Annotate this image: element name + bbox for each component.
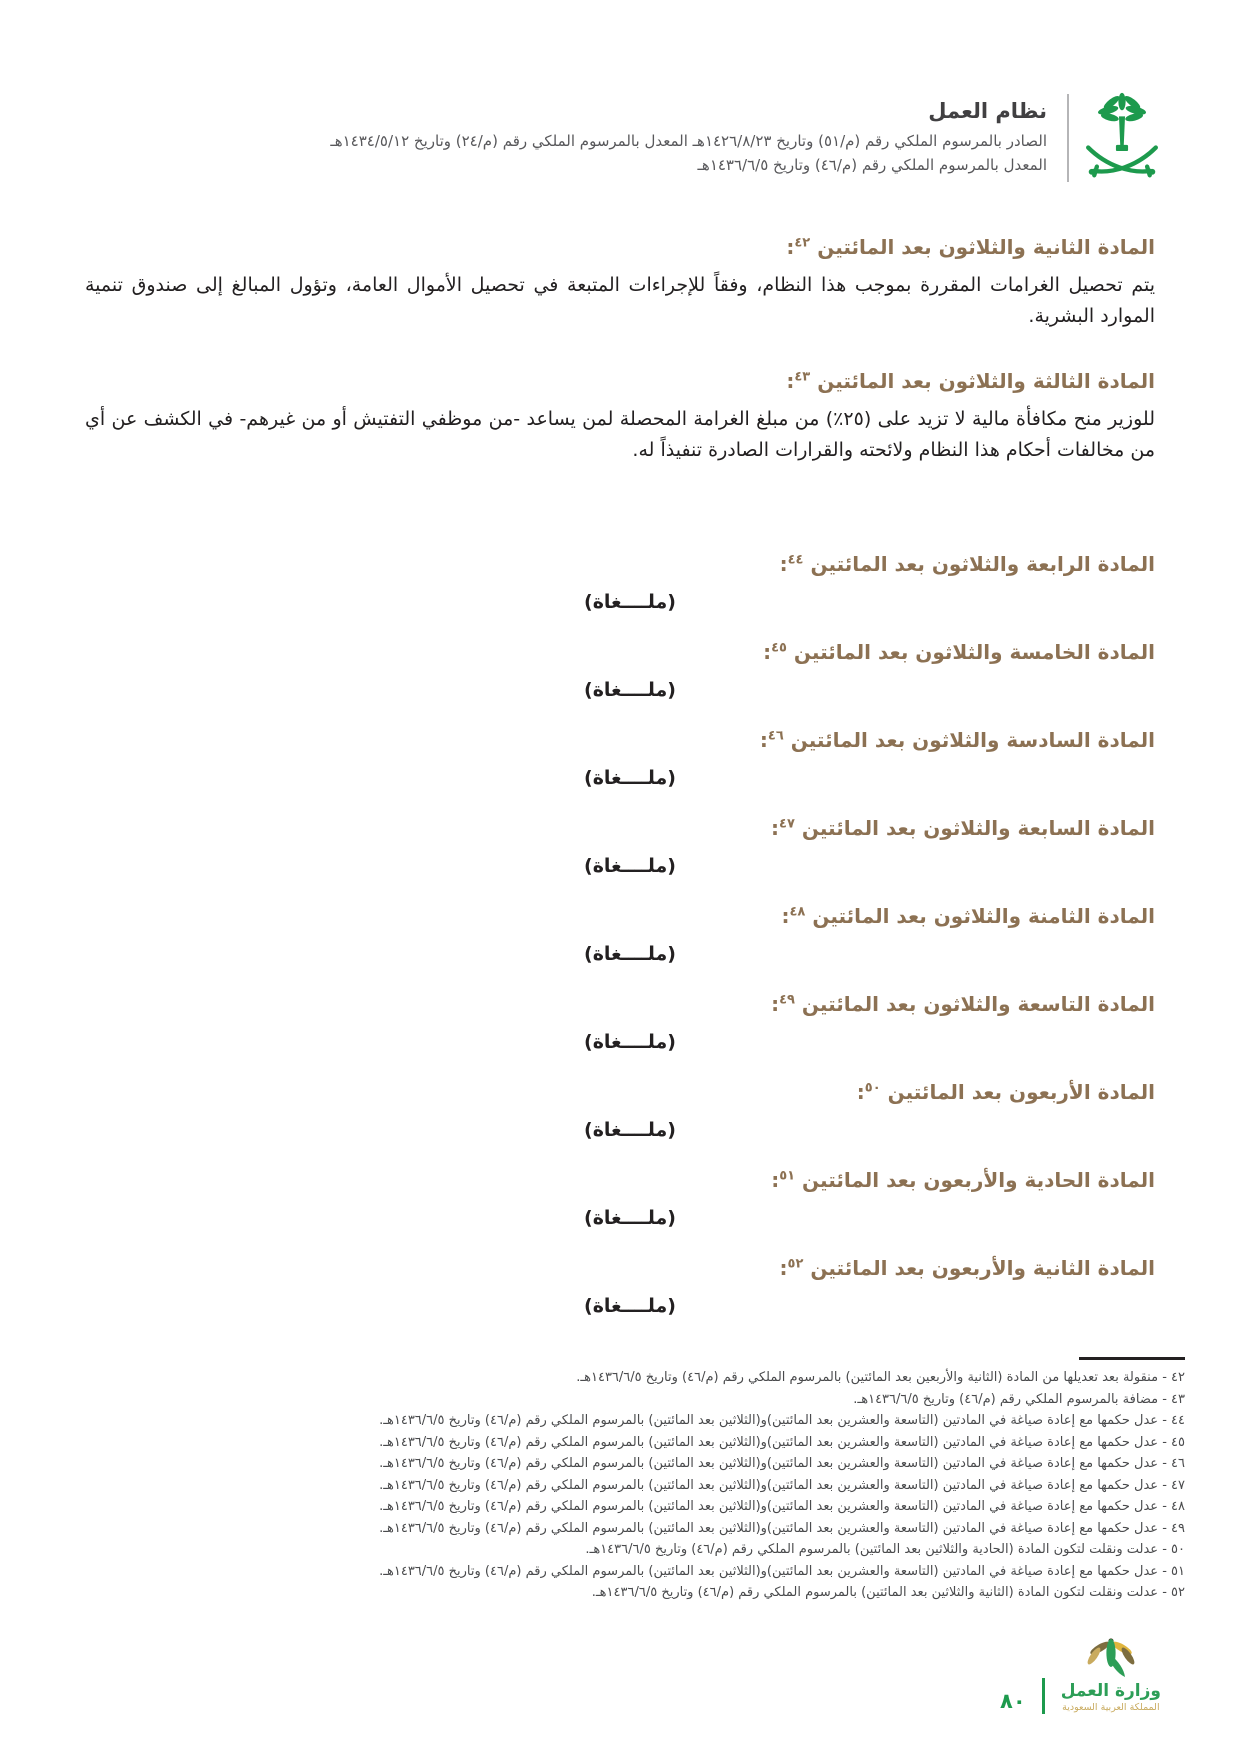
- document-title: نظام العمل: [928, 99, 1047, 123]
- article-colon: :: [781, 904, 790, 928]
- article-heading: [85, 815, 1155, 841]
- footnote-text: عدل حكمها مع إعادة صياغة في المادتين (التاسعة والعشرين بعد المائتين)و(الثلاثين بعد المائتين) بالمرسوم الملكي رقم (م/٤٦) وتاريخ ١٤٣٦/٦/٥هـ.: [379, 1413, 1159, 1428]
- article-title: المادة الخامسة والثلاثون بعد المائتين: [793, 640, 1155, 664]
- article-heading: [85, 1167, 1155, 1193]
- article-colon: :: [763, 640, 772, 664]
- article-block: [85, 903, 1155, 965]
- footnote-number: ٤٥: [1171, 1434, 1185, 1450]
- article-block: [85, 991, 1155, 1053]
- article-footnote-ref: ٥٢: [787, 1256, 804, 1272]
- footnote-number: ٤٨: [1171, 1499, 1185, 1514]
- footnotes-list: [34, 1367, 1185, 1604]
- footer-divider-bar: [1042, 1678, 1045, 1714]
- article-heading: [85, 368, 1155, 394]
- article-cancelled-label: (ملــــغاة): [584, 855, 676, 877]
- decree-line-2: المعدل بالمرسوم الملكي رقم (م/٤٦) وتاريخ ١٤٣٦/٦/٥هـ: [697, 156, 1047, 174]
- article-title: المادة الرابعة والثلاثون بعد المائتين: [810, 552, 1155, 576]
- footnote-number: ٤٣: [1171, 1391, 1185, 1407]
- footnote-number: ٥٢: [1171, 1585, 1185, 1600]
- article-block: [85, 639, 1155, 701]
- footnote-line: ٤٥ - عدل حكمها مع إعادة صياغة في المادتين (التاسعة والعشرين بعد المائتين)و(الثلاثين بعد المائتين) بالمرسوم الملكي رقم (م/٤٦) وتاريخ ١٤٣٦/٦/٥هـ.: [379, 1434, 1185, 1450]
- footnote-text: عدل حكمها مع إعادة صياغة في المادتين (التاسعة والعشرين بعد المائتين)و(الثلاثين بعد المائتين) بالمرسوم الملكي رقم (م/٤٦) وتاريخ ١٤٣٦/٦/٥هـ.: [379, 1477, 1159, 1493]
- footnote-separator: [1079, 1357, 1185, 1360]
- article-title: المادة الحادية والأربعون بعد المائتين: [802, 1168, 1155, 1192]
- article-cancelled-label: (ملــــغاة): [584, 1207, 676, 1229]
- article-footnote-ref: ٥٠: [864, 1080, 881, 1096]
- article-title: المادة الثامنة والثلاثون بعد المائتين: [812, 904, 1155, 928]
- article-title: المادة الأربعون بعد المائتين: [887, 1080, 1155, 1104]
- footnote-text: عدلت ونقلت لتكون المادة (الثانية والثلاثين بعد المائتين) بالمرسوم الملكي رقم (م/٤٦) وتاريخ ١٤٣٦/٦/٥هـ.: [591, 1585, 1159, 1600]
- article-heading: [85, 1079, 1155, 1105]
- article-colon: :: [779, 1256, 788, 1280]
- footnote-text: عدل حكمها مع إعادة صياغة في المادتين (التاسعة والعشرين بعد المائتين)و(الثلاثين بعد المائتين) بالمرسوم الملكي رقم (م/٤٦) وتاريخ ١٤٣٦/٦/٥هـ.: [379, 1499, 1159, 1514]
- article-colon: :: [759, 728, 768, 752]
- footnote-number: ٤٦: [1171, 1456, 1185, 1471]
- footnote-number: ٤٤: [1171, 1413, 1185, 1428]
- article-colon: :: [856, 1080, 865, 1104]
- article-heading: [85, 551, 1155, 577]
- article-heading: [85, 991, 1155, 1017]
- footnote-text: عدل حكمها مع إعادة صياغة في المادتين (التاسعة والعشرين بعد المائتين)و(الثلاثين بعد المائتين) بالمرسوم الملكي رقم (م/٤٦) وتاريخ ١٤٣٦/٦/٥هـ.: [379, 1434, 1159, 1450]
- article-cancelled-label: (ملــــغاة): [584, 943, 676, 965]
- article-block: [85, 1255, 1155, 1317]
- article-footnote-ref: ٤٩: [779, 992, 795, 1008]
- footnote-text: عدل حكمها مع إعادة صياغة في المادتين (التاسعة والعشرين بعد المائتين)و(الثلاثين بعد المائتين) بالمرسوم الملكي رقم (م/٤٦) وتاريخ ١٤٣٦/٦/٥هـ.: [379, 1456, 1159, 1471]
- article-body: يتم تحصيل الغرامات المقررة بموجب هذا النظام، وفقاً للإجراءات المتبعة في تحصيل الأموال العامة، وتؤول المبالغ إلى صندوق تنمية الموارد البشرية.: [85, 274, 1155, 327]
- article-footnote-ref: ٤٦: [767, 728, 784, 744]
- article-block: [85, 551, 1155, 613]
- footnote-line: ٥١ - عدل حكمها مع إعادة صياغة في المادتين (التاسعة والعشرين بعد المائتين)و(الثلاثين بعد المائتين) بالمرسوم الملكي رقم (م/٤٦) وتاريخ ١٤٣٦/٦/٥هـ.: [379, 1563, 1185, 1579]
- article-title: المادة السابعة والثلاثون بعد المائتين: [801, 816, 1155, 840]
- article-title: المادة الثانية والأربعون بعد المائتين: [810, 1256, 1155, 1280]
- article-block: [85, 815, 1155, 877]
- article-colon: :: [771, 1168, 780, 1192]
- article-cancelled-label: (ملــــغاة): [584, 1119, 676, 1141]
- footnote-text: منقولة بعد تعديلها من المادة (الثانية والأربعين بعد المائتين) بالمرسوم الملكي رقم (م/٤٦) وتاريخ ١٤٣٦/٦/٥هـ.: [576, 1370, 1159, 1385]
- article-heading: [85, 903, 1155, 929]
- article-footnote-ref: ٤٤: [787, 552, 804, 568]
- article-footnote-ref: ٤٣: [794, 369, 811, 385]
- ministry-name: وزارة العمل: [1060, 1681, 1161, 1701]
- article-cancelled-label: (ملــــغاة): [584, 679, 676, 701]
- article-block: [85, 234, 1155, 332]
- footnote-line: ٤٨ - عدل حكمها مع إعادة صياغة في المادتين (التاسعة والعشرين بعد المائتين)و(الثلاثين بعد المائتين) بالمرسوم الملكي رقم (م/٤٦) وتاريخ ١٤٣٦/٦/٥هـ.: [379, 1499, 1185, 1514]
- article-footnote-ref: ٤٢: [794, 235, 811, 251]
- article-title: المادة الثانية والثلاثون بعد المائتين: [817, 235, 1155, 259]
- article-heading: [85, 639, 1155, 665]
- header-divider: [1067, 94, 1069, 182]
- article-footnote-ref: ٤٧: [779, 816, 795, 832]
- page-number: ٨٠: [1000, 1689, 1026, 1713]
- article-heading: [85, 727, 1155, 753]
- ministry-country: المملكة العربية السعودية: [1062, 1702, 1160, 1713]
- article-block: [85, 1167, 1155, 1229]
- article-cancelled-label: (ملــــغاة): [584, 1295, 676, 1317]
- article-cancelled-label: (ملــــغاة): [584, 591, 676, 613]
- footnote-line: ٤٧ - عدل حكمها مع إعادة صياغة في المادتين (التاسعة والعشرين بعد المائتين)و(الثلاثين بعد المائتين) بالمرسوم الملكي رقم (م/٤٦) وتاريخ ١٤٣٦/٦/٥هـ.: [379, 1477, 1185, 1493]
- footnote-text: عدل حكمها مع إعادة صياغة في المادتين (التاسعة والعشرين بعد المائتين)و(الثلاثين بعد المائتين) بالمرسوم الملكي رقم (م/٤٦) وتاريخ ١٤٣٦/٦/٥هـ.: [379, 1563, 1159, 1579]
- article-colon: :: [786, 369, 795, 393]
- article-title: المادة السادسة والثلاثون بعد المائتين: [790, 728, 1155, 752]
- ministry-palm-icon: [1080, 1635, 1142, 1679]
- article-block: [85, 1079, 1155, 1141]
- footnote-line: ٤٢ - منقولة بعد تعديلها من المادة (الثانية والأربعين بعد المائتين) بالمرسوم الملكي رقم (م/٤٦) وتاريخ ١٤٣٦/٦/٥هـ.: [576, 1370, 1185, 1385]
- footnote-text: مضافة بالمرسوم الملكي رقم (م/٤٦) وتاريخ ١٤٣٦/٦/٥هـ.: [853, 1391, 1159, 1407]
- article-heading: [85, 234, 1155, 260]
- footnote-line: ٤٣ - مضافة بالمرسوم الملكي رقم (م/٤٦) وتاريخ ١٤٣٦/٦/٥هـ.: [853, 1391, 1185, 1407]
- article-block: [85, 368, 1155, 466]
- footnotes-section: [34, 1357, 1185, 1604]
- footnote-line: ٥٠ - عدلت ونقلت لتكون المادة (الحادية والثلاثين بعد المائتين) بالمرسوم الملكي رقم (م/٤٦) وتاريخ ١٤٣٦/٦/٥هـ.: [585, 1542, 1185, 1557]
- footnote-number: ٤٧: [1171, 1477, 1185, 1493]
- footnote-line: ٤٦ - عدل حكمها مع إعادة صياغة في المادتين (التاسعة والعشرين بعد المائتين)و(الثلاثين بعد المائتين) بالمرسوم الملكي رقم (م/٤٦) وتاريخ ١٤٣٦/٦/٥هـ.: [379, 1456, 1185, 1471]
- document-header: [0, 0, 1241, 190]
- footnote-line: ٤٤ - عدل حكمها مع إعادة صياغة في المادتين (التاسعة والعشرين بعد المائتين)و(الثلاثين بعد المائتين) بالمرسوم الملكي رقم (م/٤٦) وتاريخ ١٤٣٦/٦/٥هـ.: [379, 1413, 1185, 1428]
- article-heading: [85, 1255, 1155, 1281]
- articles-section: [85, 234, 1155, 1317]
- article-colon: :: [779, 552, 788, 576]
- article-footnote-ref: ٤٨: [789, 904, 806, 920]
- footnote-number: ٤٢: [1171, 1370, 1185, 1385]
- article-title: المادة التاسعة والثلاثون بعد المائتين: [801, 992, 1155, 1016]
- footnote-text: عدلت ونقلت لتكون المادة (الحادية والثلاثين بعد المائتين) بالمرسوم الملكي رقم (م/٤٦) وتاريخ ١٤٣٦/٦/٥هـ.: [585, 1542, 1159, 1557]
- article-colon: :: [771, 992, 780, 1016]
- ministry-logo: [1061, 1635, 1161, 1714]
- article-cancelled-label: (ملــــغاة): [584, 767, 676, 789]
- article-cancelled-label: (ملــــغاة): [584, 1031, 676, 1053]
- article-colon: :: [786, 235, 795, 259]
- footnote-number: ٥١: [1171, 1563, 1185, 1579]
- article-footnote-ref: ٥١: [779, 1168, 796, 1184]
- footnote-number: ٤٩: [1171, 1520, 1185, 1536]
- footnote-line: ٥٢ - عدلت ونقلت لتكون المادة (الثانية والثلاثين بعد المائتين) بالمرسوم الملكي رقم (م/٤٦) وتاريخ ١٤٣٦/٦/٥هـ.: [591, 1585, 1185, 1600]
- article-colon: :: [771, 816, 780, 840]
- saudi-emblem-icon: [1083, 86, 1161, 190]
- footnote-number: ٥٠: [1171, 1542, 1185, 1557]
- article-body: للوزير منح مكافأة مالية لا تزيد على (٢٥٪) من مبلغ الغرامة المحصلة لمن يساعد -من موظفي التفتيش أو من غيرهم- في الكشف عن أي من مخالفات أحكام هذا النظام ولائحته والقرارات الصادرة تنفيذاً له.: [85, 408, 1155, 461]
- article-footnote-ref: ٤٥: [771, 640, 787, 656]
- article-title: المادة الثالثة والثلاثون بعد المائتين: [817, 369, 1155, 393]
- page-footer: [0, 1635, 1161, 1714]
- article-block: [85, 727, 1155, 789]
- footnote-text: عدل حكمها مع إعادة صياغة في المادتين (التاسعة والعشرين بعد المائتين)و(الثلاثين بعد المائتين) بالمرسوم الملكي رقم (م/٤٦) وتاريخ ١٤٣٦/٦/٥هـ.: [379, 1520, 1159, 1536]
- decree-line-1: الصادر بالمرسوم الملكي رقم (م/٥١) وتاريخ ١٤٢٦/٨/٢٣هـ المعدل بالمرسوم الملكي رقم (م/٢٤) وتاريخ ١٤٣٤/٥/١٢هـ: [330, 132, 1047, 150]
- footnote-line: ٤٩ - عدل حكمها مع إعادة صياغة في المادتين (التاسعة والعشرين بعد المائتين)و(الثلاثين بعد المائتين) بالمرسوم الملكي رقم (م/٤٦) وتاريخ ١٤٣٦/٦/٥هـ.: [379, 1520, 1185, 1536]
